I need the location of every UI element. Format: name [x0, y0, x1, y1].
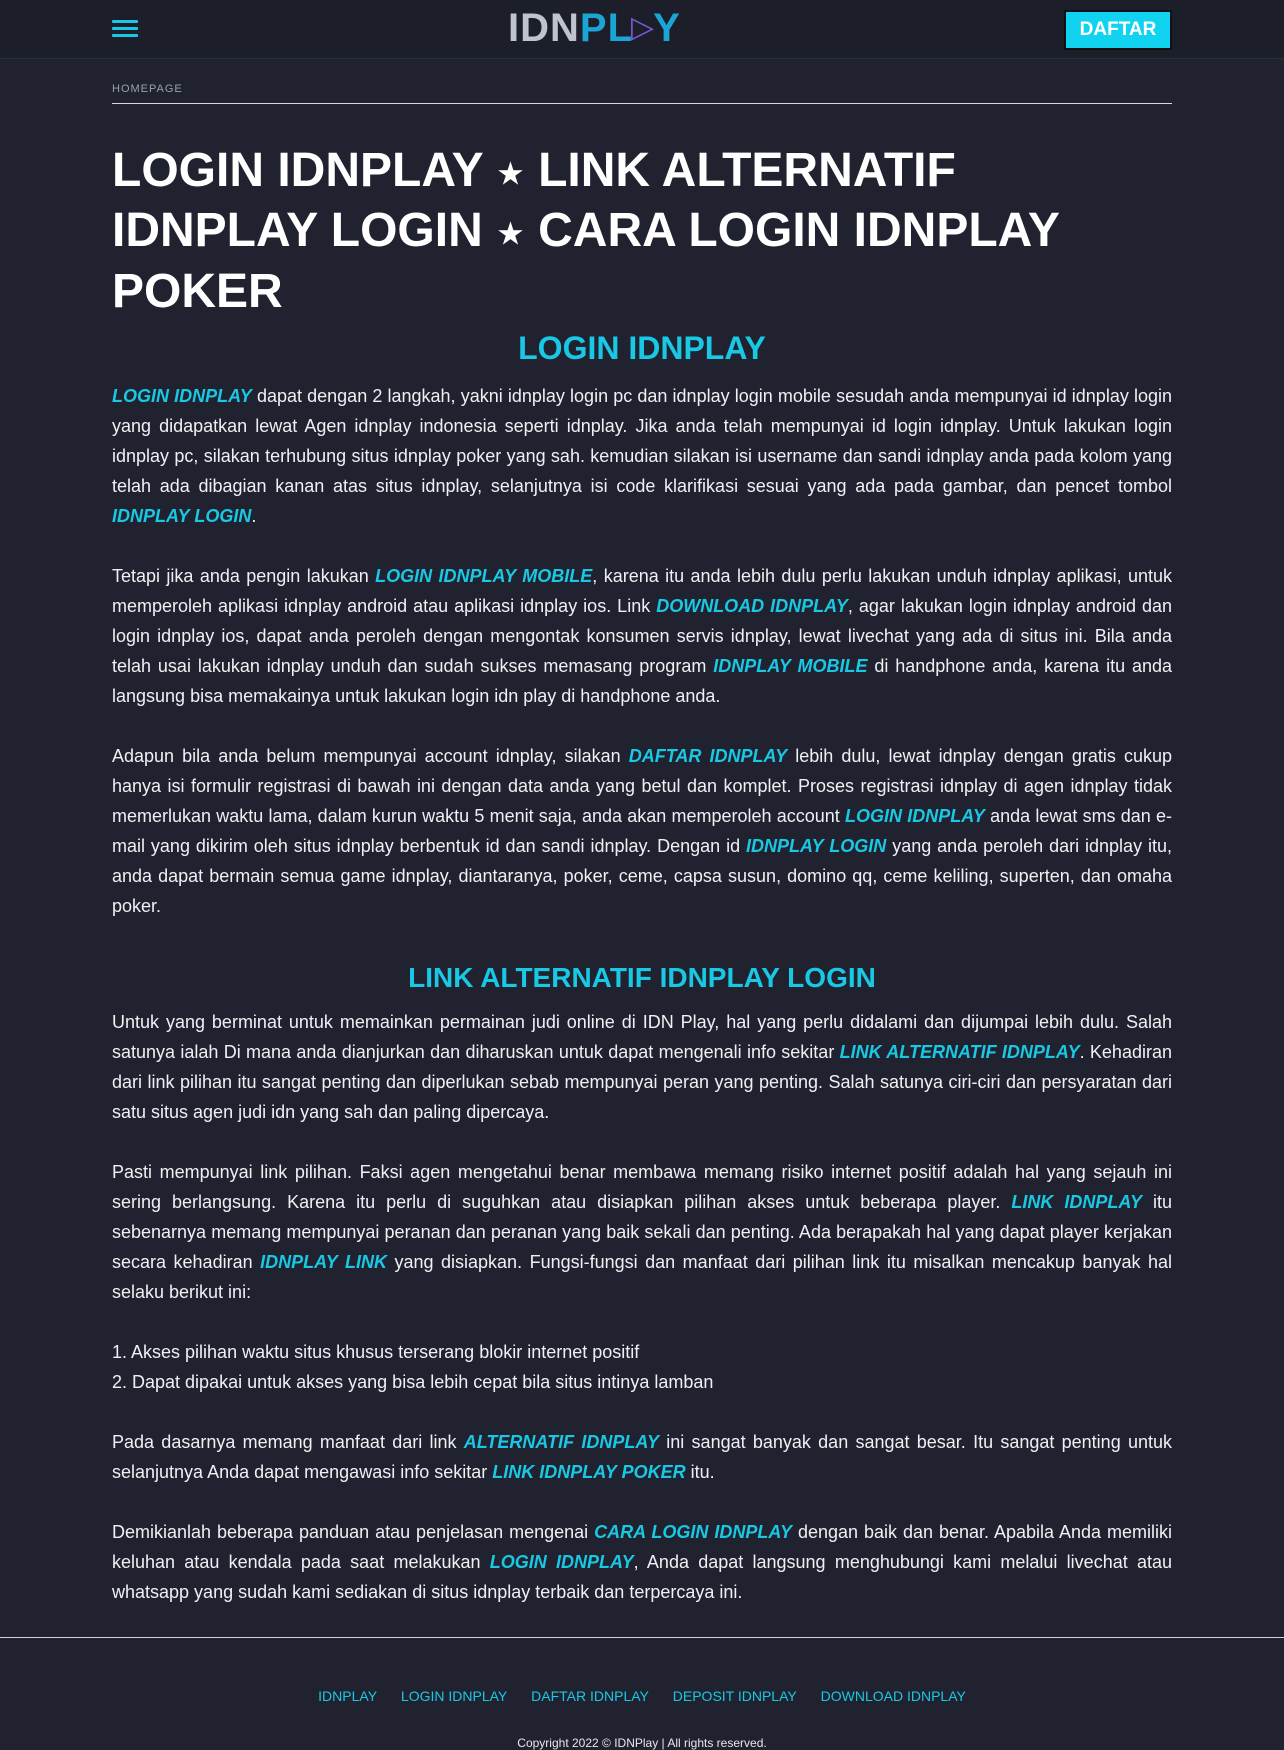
footer-nav — [0, 1688, 1284, 1704]
section-heading-link-alternatif: LINK ALTERNATIF IDNPLAY LOGIN — [408, 961, 876, 993]
title-part-3: CARA LOGIN IDNPLAY POKER — [112, 204, 1060, 318]
footer-link-daftar[interactable]: DAFTAR IDNPLAY — [531, 1687, 649, 1704]
footer-divider — [0, 1637, 1284, 1638]
star-icon: ★ — [496, 215, 525, 252]
keyword-link[interactable]: LINK IDNPLAY — [1011, 1191, 1142, 1212]
logo-idn: IDN — [508, 6, 580, 50]
keyword-link[interactable]: IDNPLAY MOBILE — [713, 655, 868, 676]
keyword-link[interactable]: LINK IDNPLAY POKER — [492, 1461, 686, 1482]
daftar-button[interactable]: DAFTAR — [1064, 10, 1172, 50]
footer-link-idnplay[interactable]: IDNPLAY — [318, 1687, 378, 1704]
keyword-link[interactable]: DAFTAR IDNPLAY — [628, 745, 788, 766]
title-part-1: LOGIN IDNPLAY — [112, 144, 483, 197]
section-heading-login: LOGIN IDNPLAY — [518, 329, 766, 366]
list-item: 1. Akses pilihan waktu situs khusus terserang blokir internet positif — [112, 1341, 640, 1362]
footer-link-deposit[interactable]: DEPOSIT IDNPLAY — [672, 1687, 797, 1704]
keyword-link[interactable]: DOWNLOAD IDNPLAY — [656, 595, 848, 616]
paragraph: Pada dasarnya memang manfaat dari link ALTERNATIF IDNPLAY ini sangat banyak dan sangat besar. Itu sangat penting untuk selanjutnya Anda dapat mengawasi info sekitar LINK IDNPLAY POKER itu. — [112, 1431, 1173, 1482]
breadcrumb[interactable]: HOMEPAGE — [112, 83, 1172, 104]
paragraph: LOGIN IDNPLAY dapat dengan 2 langkah, yakni idnplay login pc dan idnplay login mobile sesudah anda mempunyai id idnplay login yang didapatkan lewat Agen idnplay indonesia seperti idnplay. Jika anda telah mempunyai id login idnplay. Untuk lakukan login idnplay pc, silakan terhubung situs idnplay poker yang sah. kemudian silakan isi username dan sandi idnplay anda pada kolom yang telah ada dibagian kanan atas situs idnplay, selanjutnya isi code klarifikasi sesuai yang ada pada gambar, dan pencet tombol IDNPLAY LOGIN. — [112, 385, 1172, 526]
logo-y: Y — [653, 6, 681, 50]
paragraph: Pasti mempunyai link pilihan. Faksi agen mengetahui benar membawa memang risiko internet positif adalah hal yang sejauh ini sering berlangsung. Karena itu perlu di suguhkan atau disiapkan pilihan akses untuk beberapa player. LINK IDNPLAY itu sebenarnya memang mempunyai peranan dan peranan yang baik sekali dan penting. Ada berapakah hal yang dapat player kerjakan secara kehadiran IDNPLAY LINK yang disiapkan. Fungsi-fungsi dan manfaat dari pilihan link itu misalkan mencakup banyak hal selaku berikut ini: — [112, 1161, 1173, 1302]
keyword-link[interactable]: IDNPLAY LOGIN — [746, 835, 887, 856]
hamburger-menu-icon[interactable] — [112, 20, 138, 40]
keyword-link[interactable]: LINK ALTERNATIF IDNPLAY — [839, 1041, 1080, 1062]
star-icon: ★ — [496, 155, 525, 192]
keyword-link[interactable]: LOGIN IDNPLAY — [845, 805, 985, 826]
site-header — [0, 0, 1284, 59]
paragraph: Untuk yang berminat untuk memainkan permainan judi online di IDN Play, hal yang perlu didalami dan dijumpai lebih dulu. Salah satunya ialah Di mana anda dianjurkan dan diharuskan untuk dapat mengenali info sekitar LINK ALTERNATIF IDNPLAY. Kehadiran dari link pilihan itu sangat penting dan diperlukan sebab mempunyai peran yang penting. Salah satunya ciri-ciri dan persyaratan dari satu situs agen judi idn yang sah dan paling dipercaya. — [112, 1011, 1172, 1122]
copyright-text: Copyright 2022 © IDNPlay | All rights reserved. — [517, 1735, 767, 1750]
keyword-link[interactable]: IDNPLAY LOGIN — [112, 505, 252, 526]
keyword-link[interactable]: IDNPLAY LINK — [260, 1251, 387, 1272]
paragraph: Demikianlah beberapa panduan atau penjelasan mengenai CARA LOGIN IDNPLAY dengan baik dan benar. Apabila Anda memiliki keluhan atau kendala pada saat melakukan LOGIN IDNPLAY, Anda dapat langsung menghubungi kami melalui livechat atau whatsapp yang sudah kami sediakan di situs idnplay terbaik dan terpercaya ini. — [112, 1521, 1173, 1602]
paragraph: Adapun bila anda belum mempunyai account idnplay, silakan DAFTAR IDNPLAY lebih dulu, lewat idnplay dengan gratis cukup hanya isi formulir registrasi di bawah ini dengan data anda yang betul dan komplet. Proses registrasi idnplay di agen idnplay tidak memerlukan waktu lama, dalam kurun waktu 5 menit saja, anda akan memperoleh account LOGIN IDNPLAY anda lewat sms dan e-mail yang dikirim oleh situs idnplay berbentuk id dan sandi idnplay. Dengan id IDNPLAY LOGIN yang anda peroleh dari idnplay itu, anda dapat bermain semua game idnplay, diantaranya, poker, ceme, capsa susun, domino qq, ceme keliling, superten, dan omaha poker. — [112, 745, 1173, 916]
page-title — [112, 142, 1172, 321]
keyword-link[interactable]: ALTERNATIF IDNPLAY — [463, 1431, 660, 1452]
footer-link-login[interactable]: LOGIN IDNPLAY — [400, 1687, 508, 1704]
keyword-link[interactable]: LOGIN IDNPLAY MOBILE — [375, 565, 593, 586]
footer-link-download[interactable]: DOWNLOAD IDNPLAY — [820, 1687, 966, 1704]
keyword-link[interactable]: LOGIN IDNPLAY — [112, 385, 252, 406]
logo-pl: PL — [579, 6, 634, 50]
title-part-2: LINK ALTERNATIF IDNPLAY LOGIN — [112, 144, 956, 258]
main-content — [112, 83, 1172, 1607]
logo-play-triangle-icon: ▷ — [631, 11, 656, 44]
idnplay-logo[interactable] — [508, 8, 681, 48]
list-item: 2. Dapat dipakai untuk akses yang bisa lebih cepat bila situs intinya lamban — [112, 1371, 714, 1392]
keyword-link[interactable]: CARA LOGIN IDNPLAY — [594, 1521, 793, 1542]
paragraph: Tetapi jika anda pengin lakukan LOGIN IDNPLAY MOBILE, karena itu anda lebih dulu perlu lakukan unduh idnplay aplikasi, untuk memperoleh aplikasi idnplay android atau aplikasi idnplay ios. Link DOWNLOAD IDNPLAY, agar lakukan login idnplay android dan login idnplay ios, dapat anda peroleh dengan mengontak konsumen servis idnplay, lewat livechat yang ada di situs ini. Bila anda telah usai lakukan idnplay unduh dan sudah sukses memasang program IDNPLAY MOBILE di handphone anda, karena itu anda langsung bisa memakainya untuk lakukan login idn play di handphone anda. — [112, 565, 1173, 706]
keyword-link[interactable]: LOGIN IDNPLAY — [489, 1551, 634, 1572]
